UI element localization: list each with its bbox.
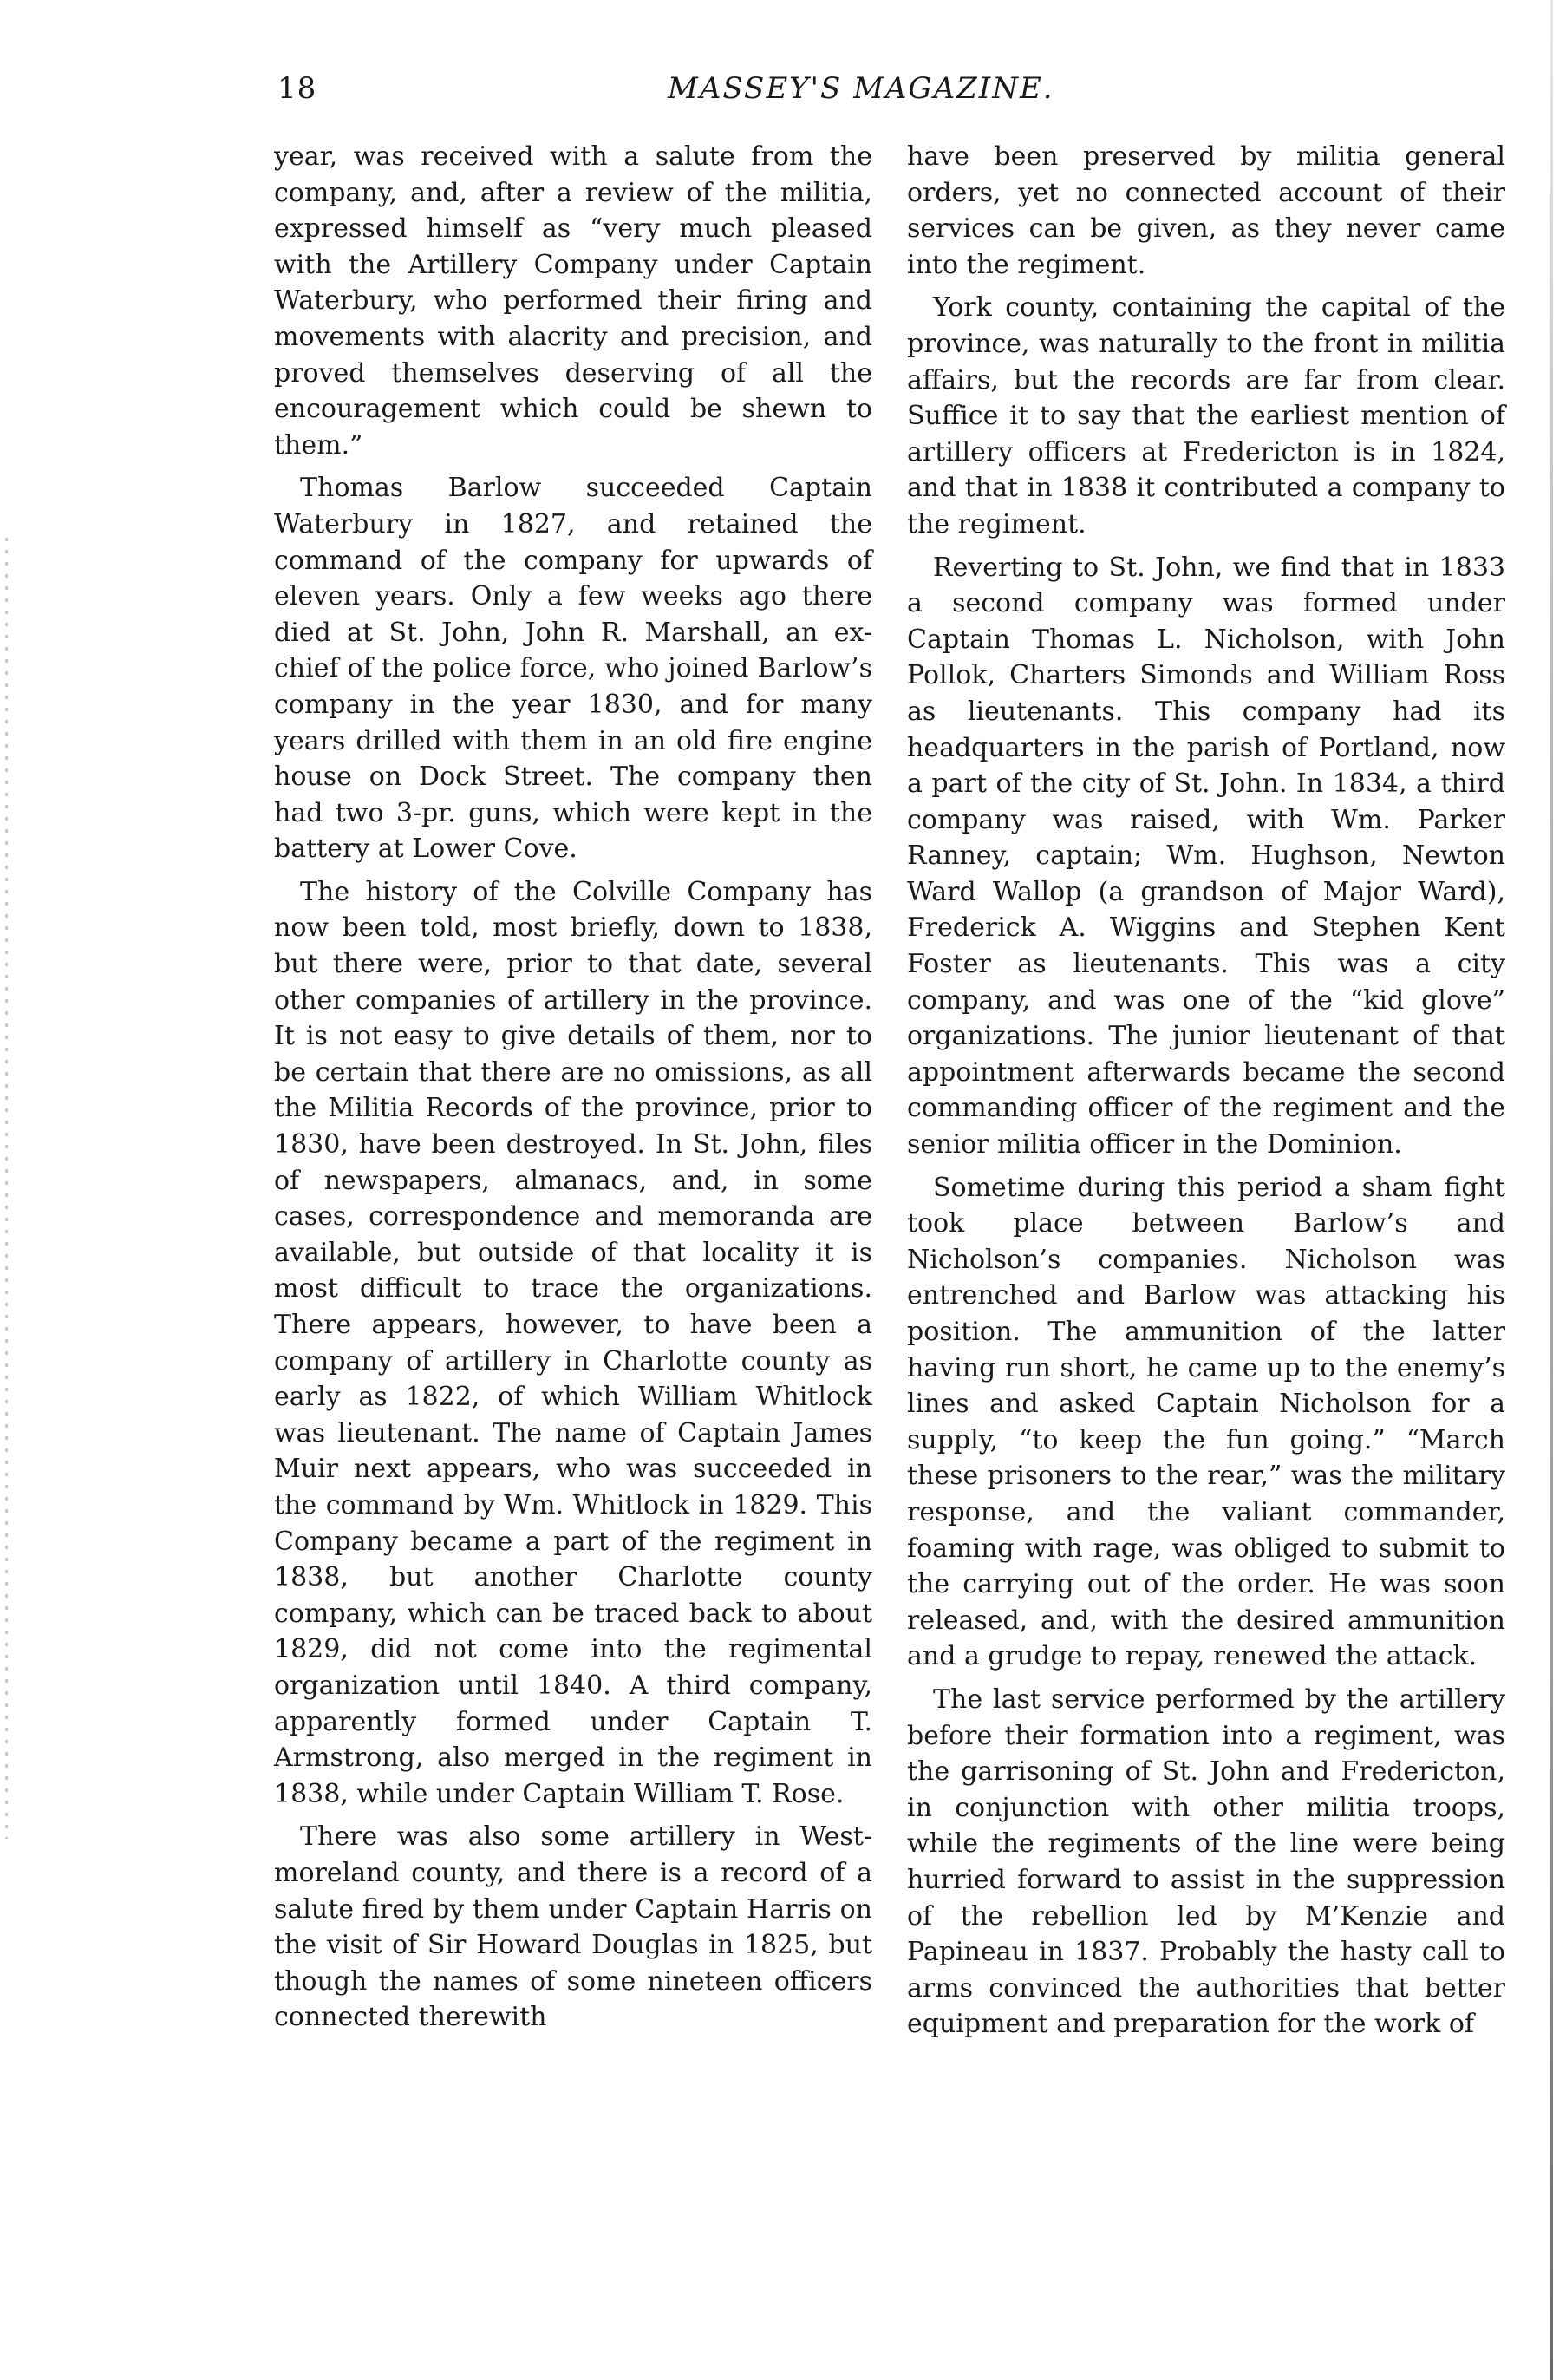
paragraph: York county, containing the capital of the province, was naturally to the front in militia affairs, but the records are far from clear. Suffice it to say that the earliest mention of artillery officers at Fredericton is in 1824, and that in 1838 it contributed a company to the regiment. <box>907 292 1505 539</box>
page-edge-shadow <box>1550 0 1553 2380</box>
scan-edge-mark <box>5 538 8 1839</box>
paragraph: year, was received with a salute from the company, and, after a review of the militia, expressed himself as “very much pleased with the Artillery Company under Captain Waterbury, who performed their firing and movements with alacrity and precision, and proved themselves deserving of all the encouragement which could be shewn to them.” <box>274 141 872 461</box>
left-column <box>274 139 872 2043</box>
paragraph: The last service performed by the artillery before their formation into a regiment, was the garrisoning of St. John and Fredericton, in conjunction with other militia troops, while the regiments of the line were being hurried forward to assist in the suppression of the rebellion led by M’Kenzie and Papineau in 1837. Probably the hasty call to arms convinced the authorities that better equipment and preparation for the work of <box>907 1684 1505 2040</box>
paragraph: have been preserved by militia general orders, yet no connected account of their services can be given, as they never came into the regiment. <box>907 141 1505 280</box>
paragraph: There was also some artillery in Westmoreland county, and there is a record of a salute fired by them under Captain Harris on the visit of Sir Howard Douglas in 1825, but though the names of some nineteen officers connected therewith <box>274 1821 872 2033</box>
paragraph: The history of the Colville Company has now been told, most briefly, down to 1838, but there were, prior to that date, several other companies of artillery in the province. It is not easy to give details of them, nor to be certain that there are no omissions, as all the Militia Records of the province, prior to 1830, have been destroyed. In St. John, files of newspapers, almanacs, and, in some cases, correspondence and memoranda are available, but outside of that locality it is most difficult to trace the organizations. There appears, however, to have been a company of artillery in Charlotte county as early as 1822, of which William Whitlock was lieutenant. The name of Captain James Muir next appears, who was succeeded in the command by Wm. Whitlock in 1829. This Company became a part of the regiment in 1838, but another Charlotte county company, which can be traced back to about 1829, did not come into the regimental organization until 1840. A third company, apparently formed under Captain T. Armstrong, also merged in the regiment in 1838, while under Captain William T. Rose. <box>274 876 872 1809</box>
page-number: 18 <box>277 71 317 106</box>
paragraph: Reverting to St. John, we find that in 1833 a second company was formed under Captain Thomas L. Nicholson, with John Pollok, Charters Simonds and William Ross as lieutenants. This company had its headquarters in the parish of Portland, now a part of the city of St. John. In 1834, a third company was raised, with Wm. Parker Ranney, captain; Wm. Hughson, Newton Ward Wallop (a grandson of Major Ward), Frederick A. Wiggins and Stephen Kent Foster as lieutenants. This was a city company, and was one of the “kid glove” organizations. The junior lieutenant of that appointment afterwards became the second commanding officer of the regiment and the senior militia officer in the Dominion. <box>907 552 1505 1161</box>
running-title: MASSEY'S MAGAZINE. <box>668 71 1054 106</box>
paragraph: Sometime during this period a sham fight took place between Barlow’s and Nicholson’s companies. Nicholson was entrenched and Barlow was attacking his position. The ammunition of the latter having run short, he came up to the enemy’s lines and asked Captain Nicholson for a supply, “to keep the fun going.” “March these prisoners to the rear,” was the military response, and the valiant commander, foaming with rage, was obliged to submit to the carrying out of the order. He was soon released, and, with the desired ammunition and a grudge to repay, renewed the attack. <box>907 1172 1505 1672</box>
right-column <box>907 139 1505 2050</box>
paragraph: Thomas Barlow succeeded Captain Waterbury in 1827, and retained the command of the company for upwards of eleven years. Only a few weeks ago there died at St. John, John R. Marshall, an ex-chief of the police force, who joined Barlow’s company in the year 1830, and for many years drilled with them in an old fire engine house on Dock Street. The company then had two 3-pr. guns, which were kept in the battery at Lower Cove. <box>274 473 872 865</box>
